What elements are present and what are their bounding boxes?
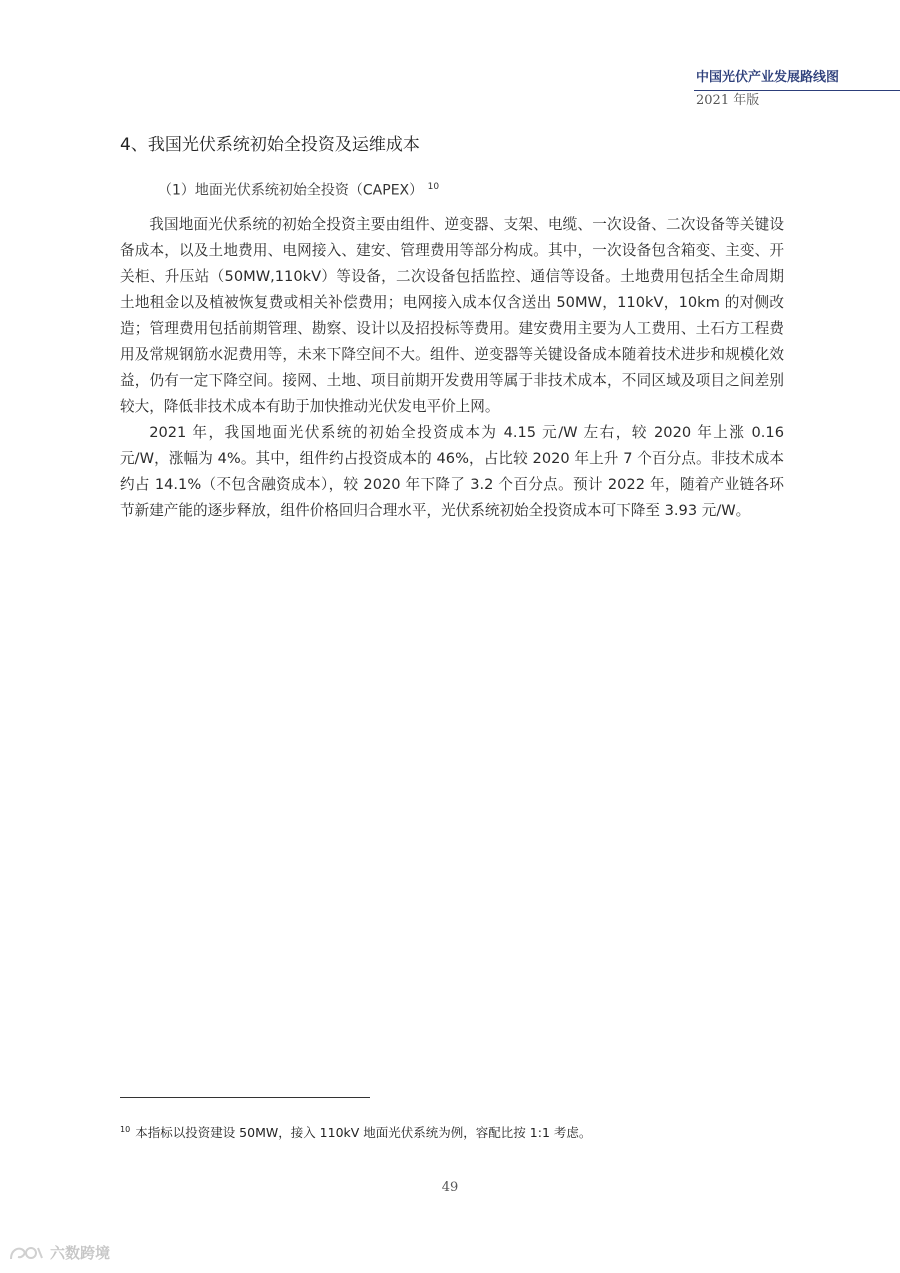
footnote-number: 10 <box>120 1125 131 1134</box>
watermark-text: 六数跨境 <box>50 1244 111 1262</box>
running-header <box>694 68 900 111</box>
subsection-title <box>158 176 439 202</box>
header-title: 中国光伏产业发展路线图 <box>696 70 840 85</box>
header-edition: 2021 年版 <box>696 93 760 108</box>
footnote <box>120 1120 591 1143</box>
body-text <box>120 212 784 524</box>
watermark <box>8 1242 110 1263</box>
footnote-text: 本指标以投资建设 50MW，接入 110kV 地面光伏系统为例，容配比按 1:1 考虑。 <box>135 1125 592 1141</box>
page-number: 49 <box>441 1180 459 1195</box>
footnote-divider <box>120 1097 370 1098</box>
subsection-title-text: （1）地面光伏系统初始全投资（CAPEX） <box>158 182 424 199</box>
watermark-logo-icon <box>8 1243 44 1263</box>
paragraph-capex-composition: 我国地面光伏系统的初始全投资主要由组件、逆变器、支架、电缆、一次设备、二次设备等关键设备成本，以及土地费用、电网接入、建安、管理费用等部分构成。其中，一次设备包含箱变、主变、开关柜、升压站（50MW,110kV）等设备，二次设备包括监控、通信等设备。土地费用包括全生命周期土地租金以及植被恢复费或相关补偿费用；电网接入成本仅含送出 50MW，110kV，10km 的对侧改造；管理费用包括前期管理、勘察、设计以及招投标等费用。建安费用主要为人工费用、土石方工程费用及常规钢筋水泥费用等，未来下降空间不大。组件、逆变器等关键设备成本随着技术进步和规模化效益，仍有一定下降空间。接网、土地、项目前期开发费用等属于非技术成本，不同区域及项目之间差别较大，降低非技术成本有助于加快推动光伏发电平价上网。 <box>120 216 784 415</box>
footnote-reference[interactable]: 10 <box>427 182 440 192</box>
paragraph-capex-2021: 2021 年，我国地面光伏系统的初始全投资成本为 4.15 元/W 左右，较 2020 年上涨 0.16 元/W，涨幅为 4%。其中，组件约占投资成本的 46%，占比较 2020 年上升 7 个百分点。非技术成本约占 14.1%（不包含融资成本），较 2020 年下降了 3.2 个百分点。预计 2022 年，随着产业链各环节新建产能的逐步释放，组件价格回归合理水平，光伏系统初始全投资成本可下降至 3.93 元/W。 <box>120 424 784 519</box>
section-title: 4、我国光伏系统初始全投资及运维成本 <box>120 135 420 155</box>
